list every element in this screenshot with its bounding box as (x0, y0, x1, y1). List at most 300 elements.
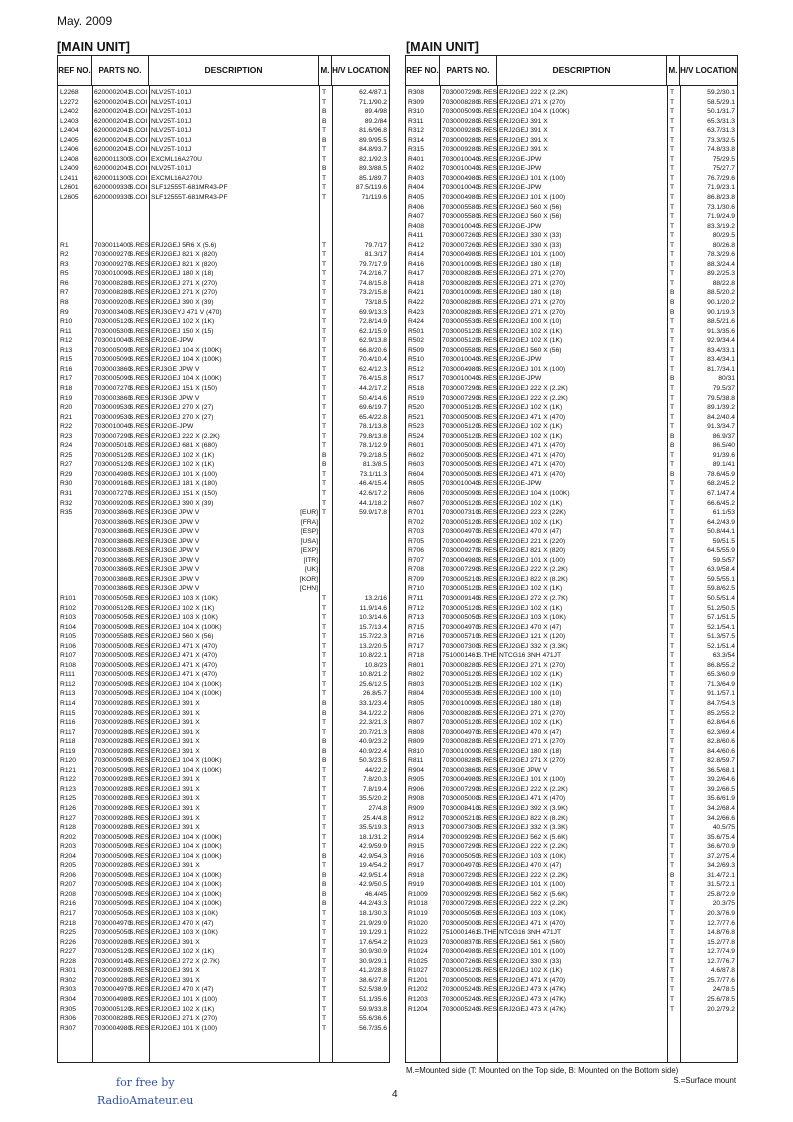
parts-no: 7030010090 (442, 747, 480, 755)
mount-side: T (670, 260, 675, 268)
description: ERJ2GEJ 391 X (151, 805, 200, 813)
table-row (58, 355, 389, 365)
hv-location: 18.1/30.3 (359, 910, 387, 918)
part-type: S.COI (129, 108, 148, 116)
parts-no: 7030004970 (94, 919, 132, 927)
table-row (58, 947, 389, 957)
parts-no: 7030010040 (442, 356, 480, 364)
ref-no: L2409 (60, 165, 79, 173)
parts-no: 7030007290 (442, 394, 480, 402)
table-row (406, 957, 737, 967)
hv-location: 62.9/13.8 (359, 337, 387, 345)
description: ERJ2GEJ 271 X (270) (499, 757, 566, 765)
part-type: S.RES (477, 203, 498, 211)
description: ERJ2GEJ 271 X (270) (499, 661, 566, 669)
mount-side: T (670, 833, 675, 841)
mount-side: B (322, 871, 327, 879)
ref-no: R915 (408, 843, 424, 851)
parts-no: 7030003860 (94, 547, 132, 555)
description: ERJ2GEJ 391 X (151, 785, 200, 793)
hv-location: 79.5/38.8 (707, 394, 735, 402)
table-row (58, 1024, 389, 1034)
hv-location: 52.1/54.1 (707, 623, 735, 631)
ref-no: R912 (408, 814, 424, 822)
table-row (58, 107, 389, 117)
mount-side: T (670, 785, 675, 793)
hv-location: 64.2/43.9 (707, 518, 735, 526)
part-type: S.RES (477, 232, 498, 240)
hv-location: 31.4/72.1 (707, 871, 735, 879)
table-row (58, 1005, 389, 1015)
hv-location: 73/18.5 (364, 299, 387, 307)
ref-no: R606 (408, 489, 424, 497)
table-row (406, 546, 737, 556)
table-row (406, 833, 737, 843)
mount-side: T (670, 585, 675, 593)
description: ERJ2GEJ 103 X (10K) (151, 929, 218, 937)
part-type: S.RES (129, 938, 150, 946)
hv-location: 19.4/54.2 (359, 862, 387, 870)
part-type: S.RES (477, 995, 498, 1003)
mount-side: T (670, 900, 675, 908)
mount-side: T (322, 805, 327, 813)
ref-no: R913 (408, 824, 424, 832)
ref-no: L2404 (60, 127, 79, 135)
hv-location: 62.8/64.6 (707, 719, 735, 727)
part-type: S.RES (477, 165, 498, 173)
table-row (58, 575, 389, 585)
table-row (406, 470, 737, 480)
table-row (58, 594, 389, 604)
ref-no: R712 (408, 604, 424, 612)
description: ERJ2GEJ 104 X (100K) (151, 375, 222, 383)
description: ERJ2GEJ 104 X (100K) (151, 890, 222, 898)
mount-side: T (670, 623, 675, 631)
part-type: S.RES (477, 871, 498, 879)
description: ERJ2GEJ 470 X (47) (499, 862, 562, 870)
parts-no: 7030005090 (94, 375, 132, 383)
ref-no: L2268 (60, 89, 79, 96)
parts-no: 7030010040 (94, 423, 132, 431)
part-type: S.RES (129, 556, 150, 564)
description: ERJ2GEJ 150 X (15) (151, 327, 214, 335)
hv-location: 25.6/78.5 (707, 995, 735, 1003)
mount-side: T (322, 766, 327, 774)
mount-side: B (322, 747, 327, 755)
part-type: S.RES (129, 795, 150, 803)
mount-side: T (670, 394, 675, 402)
part-type: S.RES (129, 671, 150, 679)
ref-no: R12 (60, 337, 73, 345)
parts-no: 7030004970 (442, 623, 480, 631)
mount-side: T (322, 499, 327, 507)
hv-location: 91.1/57.1 (707, 690, 735, 698)
mount-side: T (322, 127, 327, 135)
part-type: S.RES (477, 738, 498, 746)
description: ERJ2GEJ 391 X (151, 938, 200, 946)
col-description: DESCRIPTION (149, 56, 319, 85)
table-row (406, 260, 737, 270)
ref-no: R804 (408, 690, 424, 698)
ref-no: R202 (60, 833, 76, 841)
parts-no: 7030005090 (94, 852, 132, 860)
parts-no: 7030004970 (442, 528, 480, 536)
hv-location: 34.2/69.3 (707, 862, 735, 870)
parts-no: 7030005210 (442, 575, 480, 583)
hv-location: 56.7/35.6 (359, 1024, 387, 1032)
description: ERJ2GEJ 222 X (2.2K) (499, 871, 568, 879)
ref-no: R309 (408, 98, 424, 106)
parts-no: 7030005120 (442, 404, 480, 412)
table-row (406, 804, 737, 814)
ref-no: R918 (408, 871, 424, 879)
parts-no: 7030009280 (94, 805, 132, 813)
description: ERJ2GEJ 471 X (470) (499, 442, 566, 450)
table-row (406, 374, 737, 384)
part-type: S.COI (129, 117, 148, 125)
parts-no: 7030005000 (442, 976, 480, 984)
ref-no: R702 (408, 518, 424, 526)
description: ERJ2GEJ 104 X (100K) (151, 346, 222, 354)
description: ERJ2GEJ 271 X (270) (499, 279, 566, 287)
ref-no: R418 (408, 279, 424, 287)
table-row (58, 747, 389, 757)
description: ERJ2GEJ 391 X (151, 728, 200, 736)
ref-no: R301 (60, 967, 76, 975)
hv-location: 76.4/15.8 (359, 375, 387, 383)
hv-location: 10.3/14.6 (359, 614, 387, 622)
description: ERJ2GEJ 271 X (270) (499, 709, 566, 717)
part-type: S.RES (129, 518, 150, 526)
table-row (58, 651, 389, 661)
table-row (406, 394, 737, 404)
parts-no: 7030009140 (442, 594, 480, 602)
table-row (406, 556, 737, 566)
ref-no: R308 (408, 89, 424, 96)
mount-side: T (670, 365, 675, 373)
part-type: S.RES (129, 785, 150, 793)
parts-no: 7030003860 (94, 394, 132, 402)
description: ERJ2GEJ 101 X (100) (499, 251, 566, 259)
ref-no: R11 (60, 327, 72, 335)
table-row (406, 346, 737, 356)
mount-side: T (322, 174, 327, 182)
ref-no: R31 (60, 489, 73, 497)
part-type: S.RES (477, 174, 498, 182)
parts-no: 7030003860 (94, 556, 132, 564)
table-row (406, 298, 737, 308)
description: ERJ2GE-JPW (151, 337, 194, 345)
part-type: S.RES (129, 890, 150, 898)
hv-location: 25.8/72.9 (707, 890, 735, 898)
mount-side: T (322, 241, 327, 249)
parts-no: 7030005010 (94, 442, 132, 450)
ref-no: R310 (408, 108, 424, 116)
part-type: S.RES (477, 489, 498, 497)
part-type: S.RES (477, 442, 498, 450)
description: ERJ2GEJ 104 X (100K) (151, 871, 222, 879)
ref-no: R710 (408, 585, 424, 593)
description: ERJ2GEJ 392 X (3.9K) (499, 805, 568, 813)
ref-no: R709 (408, 575, 424, 583)
col-location: H/V LOCATION (680, 66, 737, 75)
parts-no: 7030004980 (442, 556, 480, 564)
table-row (406, 976, 737, 986)
part-type: S.RES (129, 614, 150, 622)
description: ERJ2GE-JPW (151, 423, 194, 431)
part-type: S.RES (477, 785, 498, 793)
ref-no: R1201 (408, 976, 428, 984)
hv-location: 81.3/17 (364, 251, 387, 259)
table-row (406, 861, 737, 871)
part-type: S.RES (129, 623, 150, 631)
table-row (406, 183, 737, 193)
parts-no: 7030005000 (94, 652, 132, 660)
part-type: S.RES (129, 690, 150, 698)
ref-no: R713 (408, 614, 424, 622)
part-type: S.RES (477, 537, 498, 545)
parts-no: 7030005120 (94, 1005, 132, 1013)
description: ERJ2GEJ 471 X (470) (151, 652, 218, 660)
hv-location: 68.2/45.2 (707, 480, 735, 488)
table-row (58, 470, 389, 480)
ref-no: R1009 (408, 890, 428, 898)
description: ERJ2GEJ 681 X (680) (151, 442, 218, 450)
parts-no: 7030005090 (94, 346, 132, 354)
parts-no: 7030005580 (442, 346, 480, 354)
ref-no: R114 (60, 700, 76, 707)
mount-side: T (322, 919, 327, 927)
hv-location: 73.3/32.5 (707, 136, 735, 144)
parts-no: 7030009280 (94, 709, 132, 717)
mount-side: T (322, 614, 327, 622)
ref-no: R115 (60, 709, 76, 717)
ref-no: R208 (60, 890, 76, 898)
hv-location: 71/119.6 (361, 194, 387, 202)
parts-no: 7030005050 (442, 852, 480, 860)
description: ERJ2GEJ 271 X (270) (151, 289, 218, 297)
part-type: S.RES (129, 251, 150, 259)
hv-location: 74.2/16.7 (359, 270, 387, 278)
description: ERJ2GEJ 390 X (39) (151, 299, 214, 307)
parts-no: 7030005000 (94, 671, 132, 679)
hv-location: 63.3/54 (712, 652, 735, 660)
description: NTCG16 3NH 471JT (499, 929, 562, 937)
part-type: S.RES (129, 642, 150, 650)
parts-no: 7030007260 (442, 241, 480, 249)
mount-side: T (322, 1015, 327, 1023)
part-type: S.RES (129, 442, 150, 450)
parts-no: 7030005530 (442, 690, 480, 698)
ref-no: R424 (408, 318, 424, 326)
mount-side: T (322, 1024, 327, 1032)
description: ERJ2GEJ 104 X (100K) (151, 766, 222, 774)
description: ERJ2GEJ 391 X (151, 814, 200, 822)
part-type: S.RES (477, 89, 498, 96)
description: ERJ2GEJ 391 X (151, 709, 200, 717)
ref-no: R407 (408, 213, 424, 221)
table-body (58, 88, 389, 1033)
mount-side: T (670, 327, 675, 335)
description: ERJ2GEJ 391 X (151, 700, 200, 707)
part-type: S.RES (477, 260, 498, 268)
table-row (58, 899, 389, 909)
region: [KOR] (299, 575, 318, 583)
description: SLF12555T-681MR43-PF (151, 184, 228, 192)
mount-side: T (322, 299, 327, 307)
table-row (406, 499, 737, 509)
hv-location: 4.6/87.8 (710, 967, 735, 975)
table-row (58, 623, 389, 633)
description: ERJ2GEJ 180 X (18) (499, 700, 562, 707)
mount-side: T (670, 423, 675, 431)
ref-no: R9 (60, 308, 69, 316)
hv-location: 78.3/29.6 (707, 251, 735, 259)
parts-no: 7030008280 (442, 757, 480, 765)
table-header (58, 56, 389, 86)
mount-side: T (670, 805, 675, 813)
hv-location: 83.4/34.1 (707, 356, 735, 364)
part-type: S.RES (477, 986, 498, 994)
mount-side: T (670, 614, 675, 622)
mount-side: T (670, 356, 675, 364)
part-type: S.RES (129, 241, 150, 249)
hv-location: 89.2/25.3 (707, 270, 735, 278)
mount-side: T (322, 910, 327, 918)
table-row (58, 689, 389, 699)
hv-location: 42.9/50.5 (359, 881, 387, 889)
part-type: S.RES (129, 728, 150, 736)
parts-no: 7030007290 (442, 89, 480, 96)
hv-location: 86.9/37 (712, 432, 735, 440)
parts-no: 7030009280 (94, 700, 132, 707)
parts-no: 7030008280 (442, 308, 480, 316)
part-type: S.RES (477, 700, 498, 707)
hv-location: 79.7/17 (364, 241, 387, 249)
part-type: S.RES (477, 461, 498, 469)
part-type: S.RES (129, 1024, 150, 1032)
part-type: S.COI (129, 165, 148, 173)
region: [FRA] (300, 518, 318, 526)
col-ref: REF NO. (406, 56, 440, 85)
ref-no: R809 (408, 738, 424, 746)
parts-no: 7030010040 (442, 375, 480, 383)
ref-no: R101 (60, 594, 76, 602)
table-row (58, 928, 389, 938)
ref-no: R908 (408, 795, 424, 803)
ref-no: R905 (408, 776, 424, 784)
ref-no: R1027 (408, 967, 428, 975)
description: ERJ2GEJ 470 X (47) (499, 528, 562, 536)
ref-no: R914 (408, 833, 424, 841)
parts-no: 7030005050 (94, 929, 132, 937)
mount-side: T (670, 824, 675, 832)
description: ERJ2GEJ 104 X (100K) (151, 833, 222, 841)
part-type: S.RES (477, 633, 498, 641)
ref-no: L2272 (60, 98, 79, 106)
mount-side: B (322, 709, 327, 717)
hv-location: 89.1/39.2 (707, 404, 735, 412)
part-type: S.RES (129, 470, 150, 478)
mount-side: B (322, 900, 327, 908)
mount-side: B (322, 852, 327, 860)
parts-no: 7030005120 (442, 680, 480, 688)
table-row (58, 346, 389, 356)
part-type: S.RES (477, 900, 498, 908)
hv-location: 25.6/12.5 (359, 680, 387, 688)
mount-side: T (322, 976, 327, 984)
hv-location: 20.3/75 (712, 900, 735, 908)
table-row (406, 107, 737, 117)
ref-no: R121 (60, 766, 76, 774)
parts-no: 7030005120 (94, 604, 132, 612)
parts-no: 7030004970 (94, 986, 132, 994)
ref-no: R24 (60, 442, 73, 450)
hv-location: 59/51.5 (712, 537, 735, 545)
ref-no: R6 (60, 279, 69, 287)
ref-no: R304 (60, 995, 76, 1003)
hv-location: 79.7/17.9 (359, 260, 387, 268)
part-type: S.RES (129, 404, 150, 412)
part-type: S.RES (129, 948, 150, 956)
parts-no: 7510001461 (442, 652, 480, 660)
mount-side: T (670, 709, 675, 717)
table-row (406, 880, 737, 890)
description: ERJ2GEJ 104 X (100K) (151, 690, 222, 698)
parts-no: 7030005090 (94, 890, 132, 898)
description: ERJ2GEJ 101 X (100) (151, 995, 218, 1003)
parts-no: 7030009280 (94, 976, 132, 984)
description: ERJ2GEJ 102 X (1K) (499, 499, 563, 507)
description: ERJ3GE JPW V (151, 585, 200, 593)
parts-no: 7030007290 (442, 785, 480, 793)
part-type: S.RES (477, 451, 498, 459)
description: ERJ2GEJ 223 X (22K) (499, 509, 566, 517)
ref-no: R501 (408, 327, 424, 335)
table-row (58, 976, 389, 986)
mount-side: T (670, 318, 675, 326)
description: ERJ2GEJ 471 X (470) (499, 470, 566, 478)
ref-no: R403 (408, 174, 424, 182)
hv-location: 34.2/68.4 (707, 805, 735, 813)
description: ERJ2GEJ 151 X (150) (151, 384, 218, 392)
table-row (58, 871, 389, 881)
hv-location: 71.1/90.2 (359, 98, 387, 106)
description: ERJ2GEJ 102 X (1K) (499, 604, 563, 612)
part-type: S.RES (477, 805, 498, 813)
ref-no: R117 (60, 728, 76, 736)
table-row (58, 403, 389, 413)
ref-no: R519 (408, 394, 424, 402)
mount-side: T (670, 480, 675, 488)
mount-side: B (322, 461, 327, 469)
parts-no: 7030005120 (442, 604, 480, 612)
hv-location: 35.6/75.4 (707, 833, 735, 841)
ref-no: R707 (408, 556, 424, 564)
mount-side: T (322, 375, 327, 383)
mount-side: T (670, 89, 675, 96)
parts-no: 6200002041 (94, 136, 132, 144)
description: ERJ2GEJ 332 X (3.3K) (499, 824, 568, 832)
hv-location: 84.4/60.6 (707, 747, 735, 755)
mount-side: B (670, 289, 675, 297)
parts-no: 7030009280 (94, 814, 132, 822)
col-parts: PARTS NO. (92, 56, 149, 85)
hv-location: 42.9/59.9 (359, 843, 387, 851)
hv-location: 81.3/8.5 (362, 461, 387, 469)
mount-side: T (322, 986, 327, 994)
table-row (58, 479, 389, 489)
